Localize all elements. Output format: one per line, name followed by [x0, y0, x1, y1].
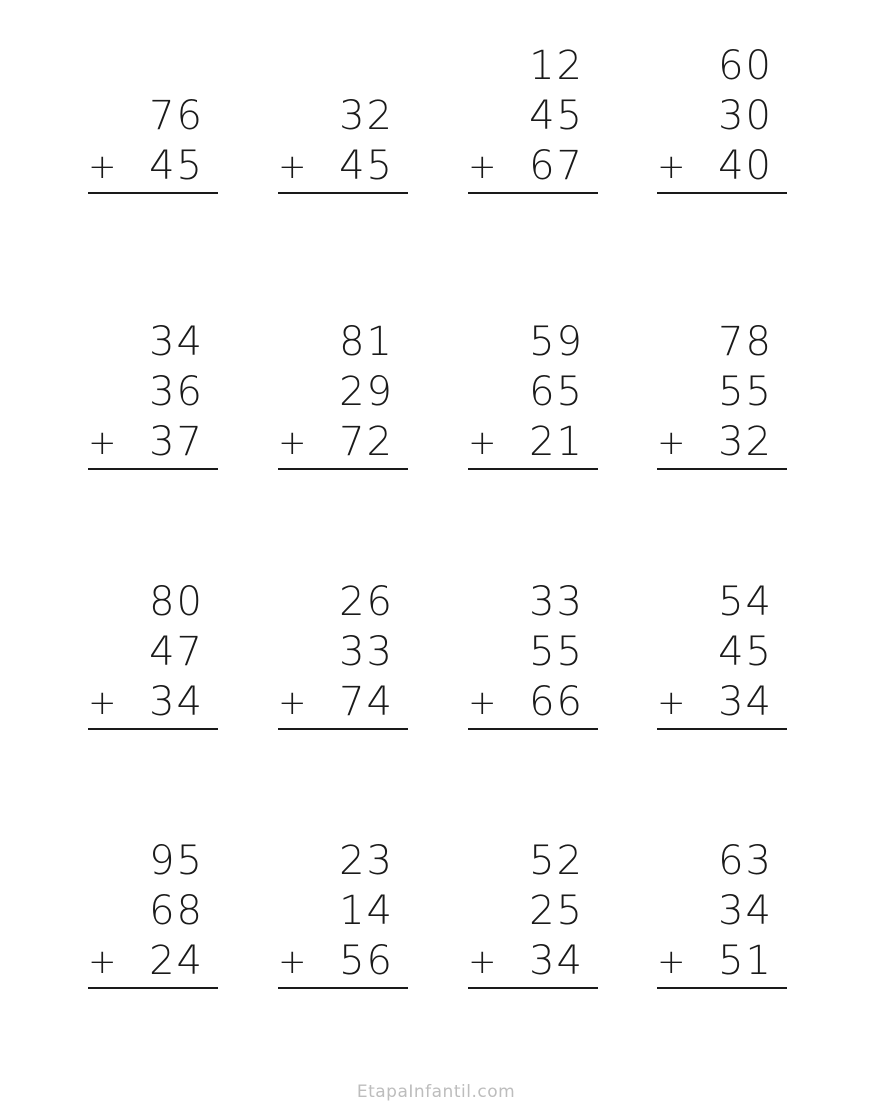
last-addend: 56 [339, 938, 394, 984]
last-addend: 24 [149, 938, 204, 984]
addition-problem [278, 568, 408, 728]
addend: 25 [529, 888, 584, 934]
addend: 54 [718, 579, 773, 625]
plus-sign: + [88, 423, 117, 463]
addend: 14 [339, 888, 394, 934]
addend: 30 [718, 93, 773, 139]
addition-problem [88, 32, 218, 192]
addition-problem [468, 32, 598, 192]
plus-sign: + [468, 147, 497, 187]
sum-underline [468, 468, 598, 470]
addend: 34 [718, 888, 773, 934]
sum-underline [88, 987, 218, 989]
last-addend: 32 [718, 419, 773, 465]
addend: 12 [529, 43, 584, 89]
sum-underline [657, 728, 787, 730]
sum-underline [657, 987, 787, 989]
addition-problem [278, 827, 408, 987]
last-addend: 67 [529, 143, 584, 189]
plus-sign: + [657, 147, 686, 187]
plus-sign: + [278, 942, 307, 982]
addition-problem [468, 827, 598, 987]
last-addend: 34 [149, 679, 204, 725]
plus-sign: + [88, 147, 117, 187]
plus-sign: + [657, 683, 686, 723]
addition-problem [468, 568, 598, 728]
addition-problem [88, 568, 218, 728]
last-addend: 40 [718, 143, 773, 189]
addend: 36 [149, 369, 204, 415]
sum-underline [88, 468, 218, 470]
addend: 68 [149, 888, 204, 934]
plus-sign: + [657, 423, 686, 463]
sum-underline [278, 728, 408, 730]
addend: 45 [529, 93, 584, 139]
addend: 65 [529, 369, 584, 415]
last-addend: 66 [529, 679, 584, 725]
addend: 32 [339, 93, 394, 139]
addition-problem [657, 827, 787, 987]
plus-sign: + [88, 942, 117, 982]
addend: 78 [718, 319, 773, 365]
addend: 45 [718, 629, 773, 675]
addend: 80 [149, 579, 204, 625]
addend: 59 [529, 319, 584, 365]
last-addend: 74 [339, 679, 394, 725]
last-addend: 72 [339, 419, 394, 465]
addend: 76 [149, 93, 204, 139]
addend: 26 [339, 579, 394, 625]
plus-sign: + [468, 942, 497, 982]
plus-sign: + [468, 423, 497, 463]
addend: 55 [718, 369, 773, 415]
addend: 47 [149, 629, 204, 675]
sum-underline [278, 987, 408, 989]
addend: 34 [149, 319, 204, 365]
plus-sign: + [278, 147, 307, 187]
addition-problem [278, 308, 408, 468]
sum-underline [468, 728, 598, 730]
last-addend: 21 [529, 419, 584, 465]
addend: 55 [529, 629, 584, 675]
plus-sign: + [657, 942, 686, 982]
addition-problem [657, 568, 787, 728]
addend: 81 [339, 319, 394, 365]
addition-problem [278, 32, 408, 192]
addition-problem [657, 308, 787, 468]
last-addend: 34 [529, 938, 584, 984]
sum-underline [468, 987, 598, 989]
plus-sign: + [278, 683, 307, 723]
addition-problem [88, 308, 218, 468]
watermark-text: EtapaInfantil.com [356, 1082, 516, 1102]
addition-problem [657, 32, 787, 192]
plus-sign: + [88, 683, 117, 723]
plus-sign: + [278, 423, 307, 463]
addend: 60 [718, 43, 773, 89]
addend: 23 [339, 838, 394, 884]
sum-underline [88, 192, 218, 194]
addend: 33 [339, 629, 394, 675]
sum-underline [278, 468, 408, 470]
addend: 95 [149, 838, 204, 884]
sum-underline [278, 192, 408, 194]
addend: 63 [718, 838, 773, 884]
addend: 29 [339, 369, 394, 415]
plus-sign: + [468, 683, 497, 723]
last-addend: 34 [718, 679, 773, 725]
last-addend: 37 [149, 419, 204, 465]
addition-problem [468, 308, 598, 468]
last-addend: 51 [718, 938, 773, 984]
sum-underline [88, 728, 218, 730]
sum-underline [657, 468, 787, 470]
sum-underline [657, 192, 787, 194]
sum-underline [468, 192, 598, 194]
addend: 33 [529, 579, 584, 625]
last-addend: 45 [339, 143, 394, 189]
addition-problem [88, 827, 218, 987]
addend: 52 [529, 838, 584, 884]
last-addend: 45 [149, 143, 204, 189]
